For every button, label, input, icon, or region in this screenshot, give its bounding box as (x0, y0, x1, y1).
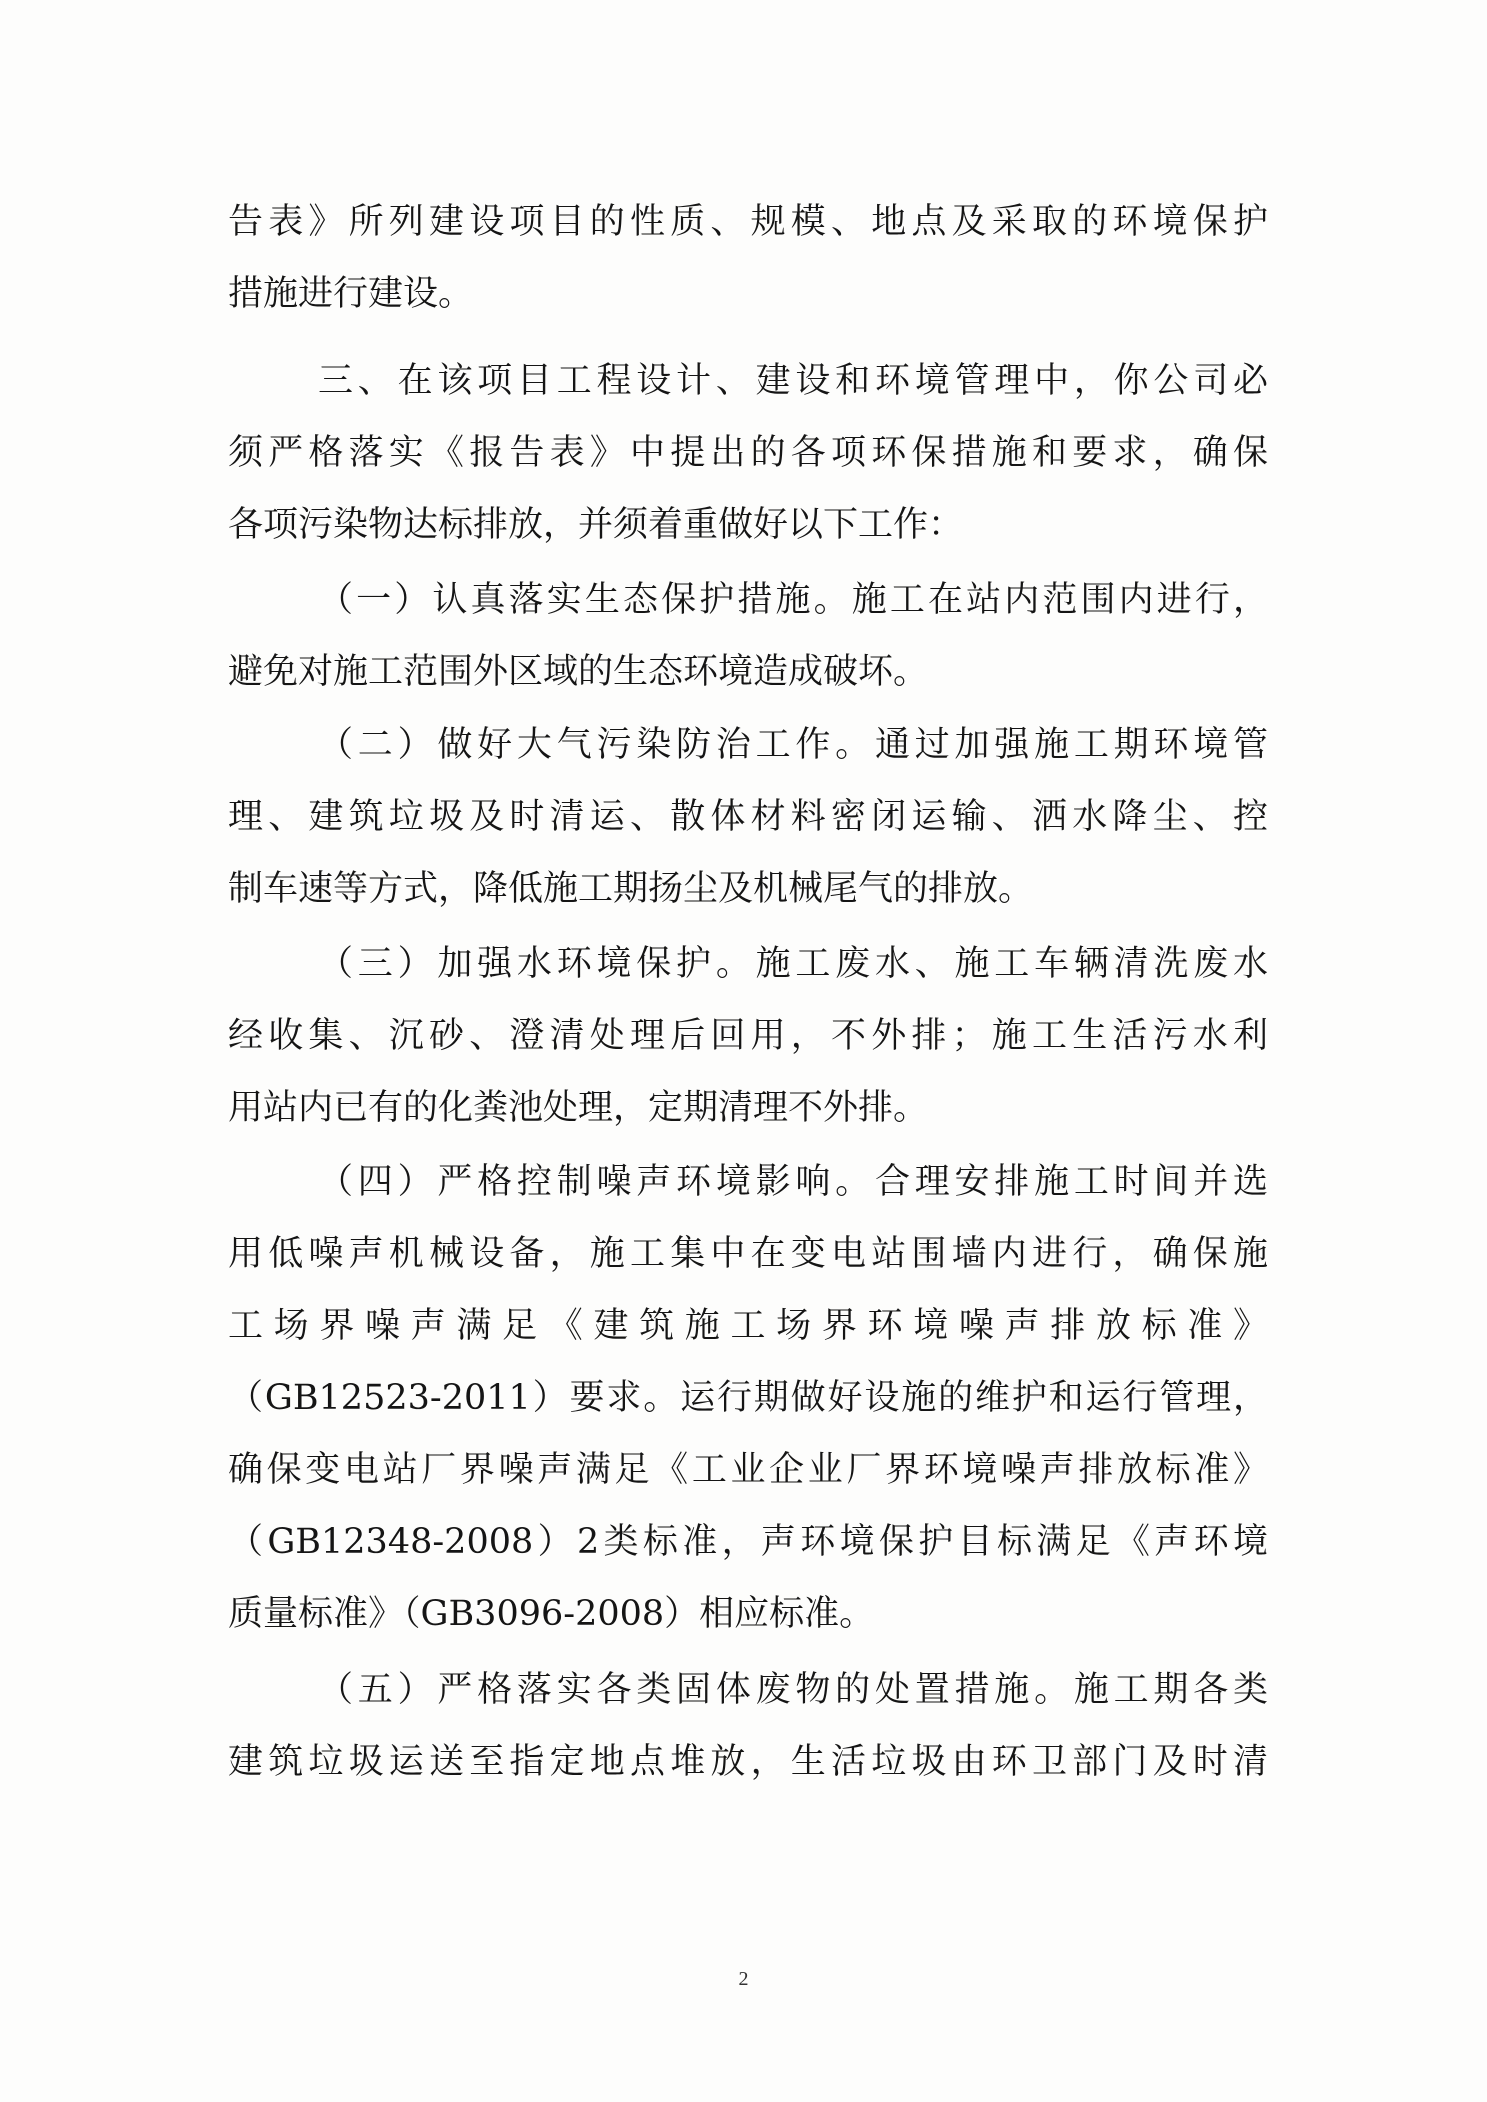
text-line-7: 避免对施工范围外区域的生态环境造成破坏。 (228, 652, 929, 692)
text-line-2: 措施进行建设。 (228, 274, 474, 314)
text-line-12: 经收集、沉砂、澄清处理后回用，不外排；施工生活污水利 (228, 1016, 1268, 1056)
text-line-13: 用站内已有的化粪池处理，定期清理不外排。 (228, 1088, 929, 1128)
text-line-1: 告表》所列建设项目的性质、规模、地点及采取的环境保护 (228, 202, 1268, 242)
text-line-3: 三、在该项目工程设计、建设和环境管理中，你公司必 (318, 361, 1268, 401)
text-line-20: 质量标准》（GB3096-2008）相应标准。 (228, 1594, 875, 1634)
text-line-19: （GB12348-2008）2类标准，声环境保护目标满足《声环境 (228, 1522, 1268, 1562)
text-line-17: （GB12523-2011）要求。运行期做好设施的维护和运行管理， (228, 1378, 1268, 1418)
text-line-4: 须严格落实《报告表》中提出的各项环保措施和要求，确保 (228, 433, 1268, 473)
text-line-9: 理、建筑垃圾及时清运、散体材料密闭运输、洒水降尘、控 (228, 797, 1268, 837)
text-line-11: （三）加强水环境保护。施工废水、施工车辆清洗废水 (318, 944, 1268, 984)
text-line-18: 确保变电站厂界噪声满足《工业企业厂界环境噪声排放标准》 (228, 1450, 1268, 1490)
text-line-22: 建筑垃圾运送至指定地点堆放，生活垃圾由环卫部门及时清 (228, 1742, 1268, 1782)
page-number: 2 (738, 1968, 749, 1990)
text-line-16: 工场界噪声满足《建筑施工场界环境噪声排放标准》 (228, 1306, 1268, 1346)
text-line-14: （四）严格控制噪声环境影响。合理安排施工时间并选 (318, 1162, 1268, 1202)
text-line-8: （二）做好大气污染防治工作。通过加强施工期环境管 (318, 725, 1268, 765)
text-line-15: 用低噪声机械设备，施工集中在变电站围墙内进行，确保施 (228, 1234, 1268, 1274)
text-line-5: 各项污染物达标排放，并须着重做好以下工作： (228, 505, 964, 545)
text-line-10: 制车速等方式，降低施工期扬尘及机械尾气的排放。 (228, 869, 1034, 909)
text-line-6: （一）认真落实生态保护措施。施工在站内范围内进行， (318, 580, 1268, 620)
text-line-21: （五）严格落实各类固体废物的处置措施。施工期各类 (318, 1670, 1268, 1710)
